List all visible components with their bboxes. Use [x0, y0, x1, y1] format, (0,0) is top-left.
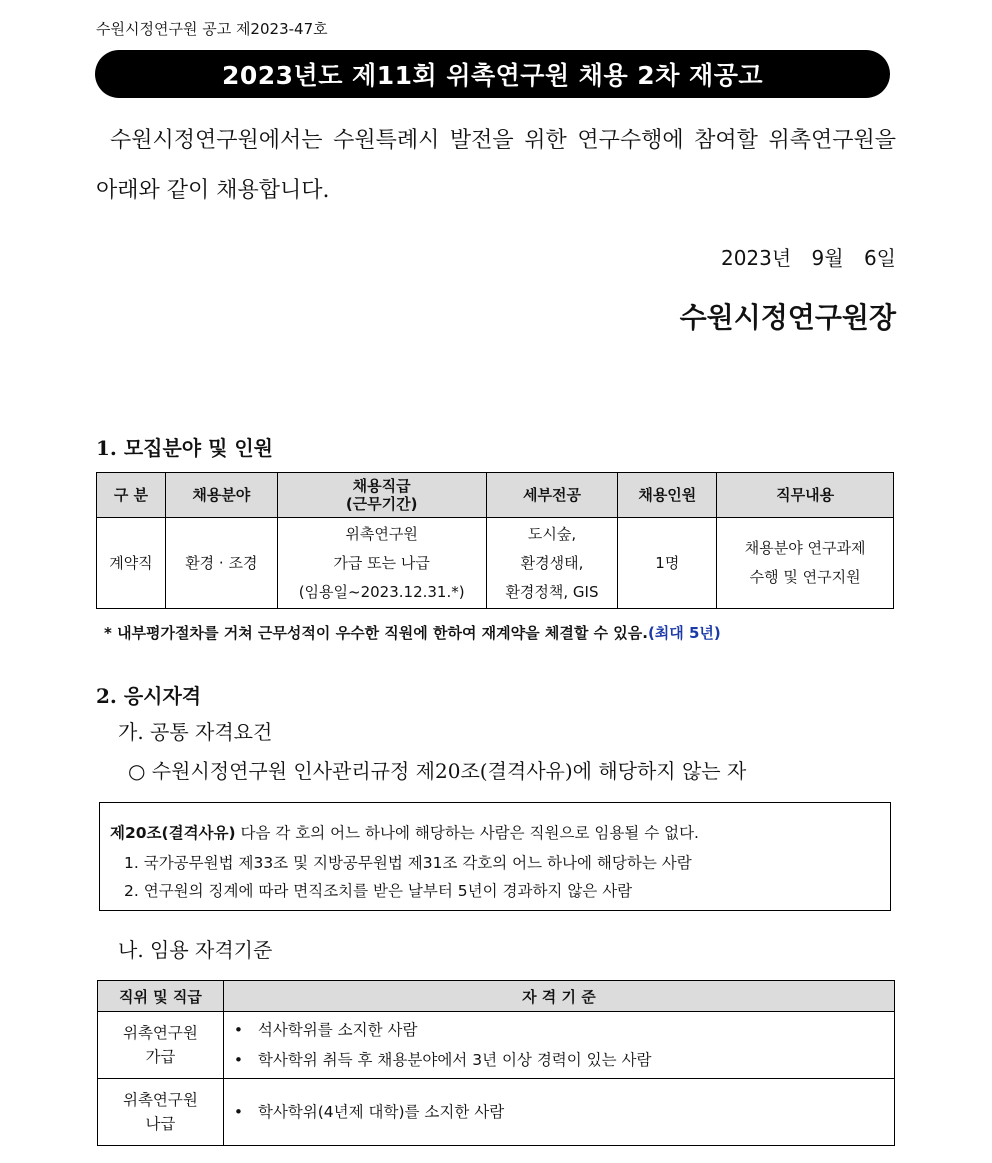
- bullet-icon: •: [233, 1021, 243, 1039]
- cell-count: 1명: [618, 518, 717, 609]
- cell-rank: [277, 518, 486, 609]
- major-line: 환경정책, GIS: [505, 582, 599, 601]
- table-row: [98, 1012, 895, 1079]
- section1-heading: 1. 모집분야 및 인원: [96, 436, 274, 460]
- bullet-icon: •: [233, 1103, 243, 1121]
- header-field: 채용분야: [165, 473, 277, 518]
- duty-line: 채용분야 연구과제: [744, 539, 866, 557]
- duty-line: 수행 및 연구지원: [749, 568, 861, 586]
- subsection-a-heading: 가. 공통 자격요건: [118, 720, 273, 744]
- header-rank: [277, 473, 486, 518]
- header-criteria: 자 격 기 준: [223, 981, 894, 1012]
- intro-paragraph: [96, 116, 896, 216]
- criteria-item: [234, 1015, 894, 1045]
- table-row: [97, 518, 894, 609]
- criteria-text: 석사학위를 소지한 사람: [257, 1021, 418, 1039]
- cell-position-a: [98, 1012, 224, 1079]
- table-header-row: [98, 981, 895, 1012]
- issuer: 수원시정연구원장: [679, 301, 896, 334]
- rank-line: 위촉연구원: [345, 524, 418, 543]
- criteria-text: 학사학위 취득 후 채용분야에서 3년 이상 경력이 있는 사람: [257, 1051, 652, 1069]
- intro-text: 수원시정연구원에서는 수원특례시 발전을 위한 연구수행에 참여할 위촉연구원을 아래와 같이 채용합니다.: [96, 128, 896, 203]
- article-20-title: 제20조(결격사유): [110, 824, 236, 842]
- rank-line: (임용일~2023.12.31.*): [298, 582, 465, 601]
- criteria-item: [234, 1097, 894, 1127]
- header-category: 구 분: [97, 473, 166, 518]
- header-rank-label: 채용직급: [352, 477, 411, 495]
- cell-field: 환경 · 조경: [165, 518, 277, 609]
- article-20-item-1: 1. 국가공무원법 제33조 및 지방공무원법 제31조 각호의 어느 하나에 해당하는 사람: [124, 854, 692, 872]
- document-title-text: 2023년도 제11회 위촉연구원 채용 2차 재공고: [221, 61, 764, 90]
- common-requirement-item: ○ 수원시정연구원 인사관리규정 제20조(결격사유)에 해당하지 않는 자: [128, 759, 747, 783]
- notice-date: 2023년 9월 6일: [720, 246, 896, 270]
- rank-line: 가급 또는 나급: [333, 553, 430, 572]
- header-major: 세부전공: [486, 473, 618, 518]
- header-rank-period: (근무기간): [345, 495, 418, 513]
- criteria-item: [234, 1045, 894, 1075]
- header-duty: 직무내용: [717, 473, 894, 518]
- article-20-line: [110, 821, 699, 843]
- recruitment-table: [96, 472, 894, 609]
- document-title: [95, 50, 890, 98]
- table-header-row: [97, 473, 894, 518]
- article-20-item-2: 2. 연구원의 징계에 따라 면직조치를 받은 날부터 5년이 경과하지 않은 사람: [124, 882, 633, 900]
- cell-major: [486, 518, 618, 609]
- header-position: 직위 및 직급: [98, 981, 224, 1012]
- position-line: 나급: [145, 1115, 176, 1133]
- table-row: [98, 1079, 895, 1146]
- major-line: 도시숲,: [527, 524, 577, 543]
- cell-position-b: [98, 1079, 224, 1146]
- subsection-b-heading: 나. 임용 자격기준: [118, 938, 273, 962]
- cell-type: 계약직: [97, 518, 166, 609]
- section2-heading: 2. 응시자격: [96, 684, 202, 708]
- header-count: 채용인원: [618, 473, 717, 518]
- renewal-note-emphasis: (최대 5년): [647, 624, 721, 642]
- cell-criteria-b: [223, 1079, 894, 1146]
- position-line: 가급: [145, 1048, 176, 1066]
- position-line: 위촉연구원: [122, 1024, 198, 1042]
- criteria-text: 학사학위(4년제 대학)를 소지한 사람: [257, 1103, 505, 1121]
- renewal-note: [104, 622, 721, 643]
- bullet-icon: •: [233, 1051, 243, 1069]
- notice-number: 수원시정연구원 공고 제2023-47호: [96, 20, 328, 38]
- major-line: 환경생태,: [520, 553, 584, 572]
- cell-duty: [717, 518, 894, 609]
- renewal-note-text: * 내부평가절차를 거쳐 근무성적이 우수한 직원에 한하여 재계약을 체결할 수 있음.: [104, 624, 648, 642]
- disqualification-box: [99, 802, 891, 911]
- position-line: 위촉연구원: [122, 1091, 198, 1109]
- cell-criteria-a: [223, 1012, 894, 1079]
- article-20-text: 다음 각 호의 어느 하나에 해당하는 사람은 직원으로 임용될 수 없다.: [235, 824, 699, 842]
- qualification-table: [97, 980, 895, 1146]
